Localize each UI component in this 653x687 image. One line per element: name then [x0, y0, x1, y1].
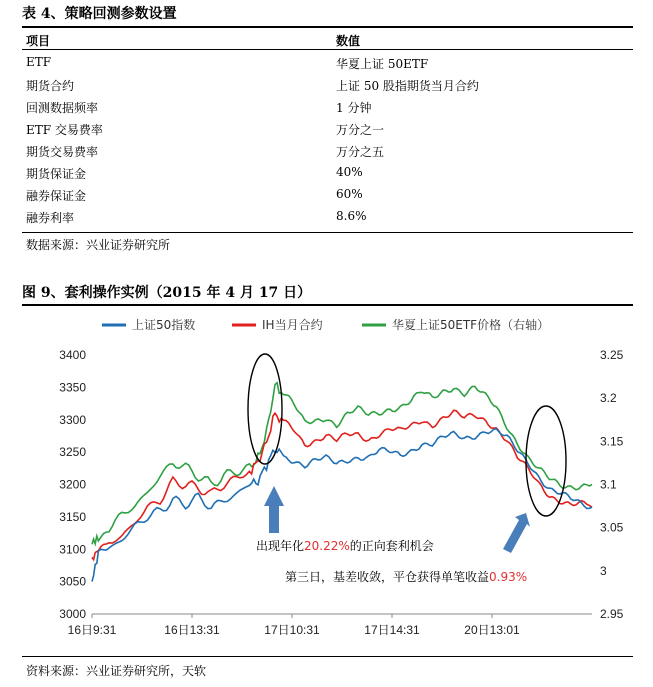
table-cell-value: 40%	[336, 165, 363, 179]
table-cell-item: 期货保证金	[26, 167, 87, 181]
table-cell-value: 华夏上证 50ETF	[336, 57, 429, 71]
y-right-tick-label: 3.25	[600, 348, 624, 362]
y-right-tick-label: 3	[600, 563, 607, 578]
table-cell-value: 万分之一	[336, 123, 385, 137]
annotation-exit	[285, 569, 527, 584]
arrow-up-left	[264, 486, 284, 533]
series-line-etf	[92, 383, 592, 545]
y-left-tick-label: 3400	[59, 348, 86, 362]
legend-label-etf: 华夏上证50ETF价格（右轴）	[392, 318, 550, 332]
x-tick-label: 16日13:31	[164, 623, 220, 637]
table-header-value: 数值	[336, 34, 361, 48]
table-cell-value: 8.6%	[336, 209, 367, 223]
y-left-tick-label: 3050	[59, 574, 86, 589]
table-top-rule	[22, 26, 633, 28]
annotation-entry-text: 出现年化	[256, 539, 305, 553]
table-cell-item: 期货交易费率	[26, 145, 99, 159]
annotation-exit-value: 0.93%	[489, 570, 528, 584]
y-right-tick-label: 3.1	[600, 477, 617, 492]
table-header-item: 项目	[26, 34, 51, 48]
y-left-tick-label: 3250	[59, 445, 86, 460]
annotation-exit-text: 第三日，基差收敛，平仓获得单笔收益	[285, 570, 490, 584]
legend-label-sz50: 上证50指数	[132, 318, 196, 332]
table-cell-value: 1 分钟	[336, 101, 372, 115]
y-right-tick-label: 3.05	[600, 520, 624, 535]
table-cell-value: 万分之五	[336, 145, 385, 159]
y-left-tick-label: 3350	[59, 380, 86, 395]
y-right-tick-label: 2.95	[600, 607, 624, 621]
x-tick-label: 16日9:31	[67, 623, 117, 637]
figure-title: 图 9、套利操作实例（2015 年 4 月 17 日）	[22, 285, 312, 301]
figure-source: 资料来源：兴业证券研究所，天软	[26, 664, 207, 678]
table-title: 表 4、策略回测参数设置	[22, 6, 177, 22]
table-cell-item: ETF 交易费率	[26, 123, 103, 137]
x-tick-label: 17日10:31	[264, 623, 320, 637]
figure-bottom-rule	[22, 656, 633, 657]
table-cell-item: 融券保证金	[26, 189, 87, 203]
annotation-entry-text: 的正向套利机会	[349, 539, 434, 553]
series-line-sz50	[92, 429, 592, 582]
highlight-ellipse-entry	[248, 354, 282, 464]
x-tick-label: 17日14:31	[364, 623, 420, 637]
y-left-tick-label: 3100	[59, 542, 86, 557]
y-right-tick-label: 3.2	[600, 391, 617, 406]
table-cell-item: 回测数据频率	[26, 101, 99, 115]
arbitrage-line-chart	[22, 306, 633, 651]
y-left-tick-label: 3150	[59, 509, 86, 524]
x-tick-label: 20日13:01	[464, 623, 520, 637]
table-cell-value: 上证 50 股指期货当月合约	[336, 79, 479, 93]
table-bottom-rule	[22, 232, 633, 233]
arrow-up-right	[503, 513, 530, 553]
annotation-entry-value: 20.22%	[304, 539, 350, 553]
legend-label-ih: IH当月合约	[262, 318, 323, 332]
y-left-tick-label: 3300	[59, 412, 86, 427]
table-cell-item: 融券利率	[26, 211, 75, 225]
table-source: 数据来源：兴业证券研究所	[26, 238, 171, 252]
table-cell-value: 60%	[336, 187, 363, 201]
annotation-entry	[256, 538, 434, 553]
table-header-rule	[22, 49, 633, 50]
y-left-tick-label: 3000	[59, 607, 86, 621]
table-cell-item: ETF	[26, 55, 52, 69]
y-left-tick-label: 3200	[59, 477, 86, 492]
y-right-tick-label: 3.15	[600, 434, 624, 449]
table-cell-item: 期货合约	[26, 79, 75, 93]
